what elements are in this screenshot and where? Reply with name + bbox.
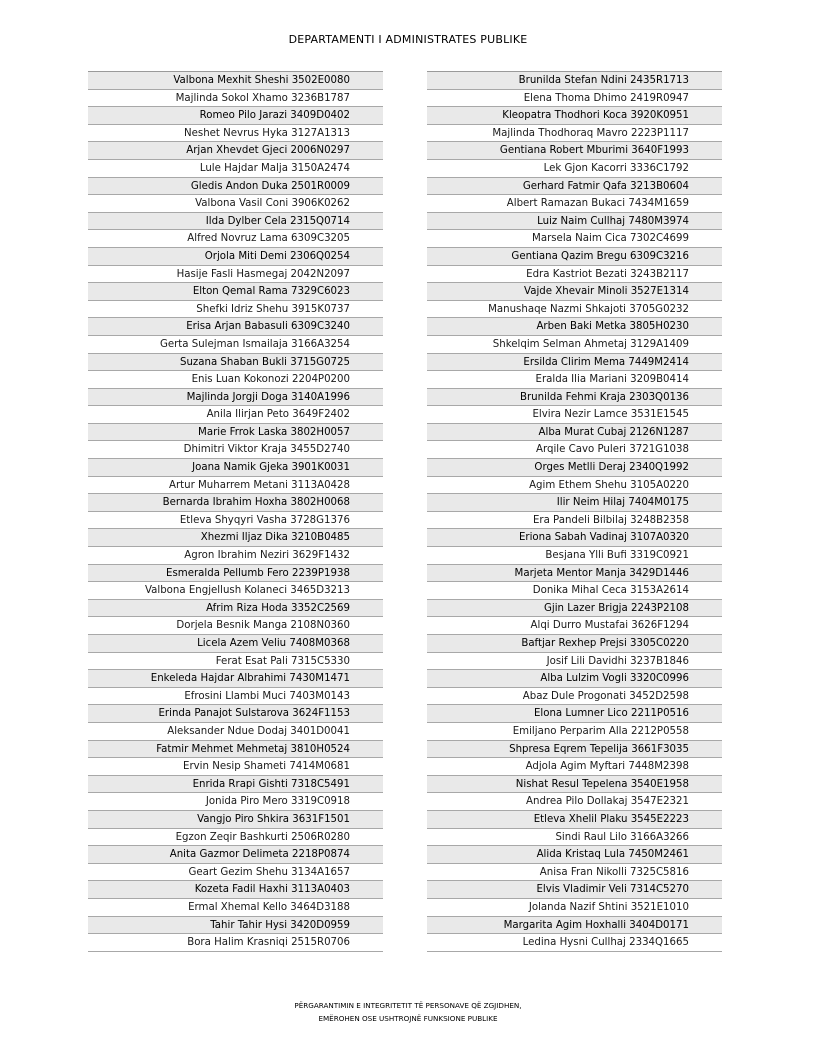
list-item: Alba Lulzim Vogli 3320C0996 <box>427 670 722 688</box>
list-item: Neshet Nevrus Hyka 3127A1313 <box>88 125 383 143</box>
list-item: Alqi Durro Mustafai 3626F1294 <box>427 617 722 635</box>
list-item: Elena Thoma Dhimo 2419R0947 <box>427 90 722 108</box>
list-item: Manushaqe Nazmi Shkajoti 3705G0232 <box>427 301 722 319</box>
list-item: Enkeleda Hajdar Albrahimi 7430M1471 <box>88 670 383 688</box>
list-item: Elona Lumner Lico 2211P0516 <box>427 705 722 723</box>
list-item: Gjin Lazer Brigja 2243P2108 <box>427 600 722 618</box>
list-item: Dhimitri Viktor Kraja 3455D2740 <box>88 441 383 459</box>
list-item: Gentiana Robert Mburimi 3640F1993 <box>427 142 722 160</box>
list-item: Dorjela Besnik Manga 2108N0360 <box>88 617 383 635</box>
list-item: Marjeta Mentor Manja 3429D1446 <box>427 565 722 583</box>
list-item: Andrea Pilo Dollakaj 3547E2321 <box>427 793 722 811</box>
list-item: Majlinda Sokol Xhamo 3236B1787 <box>88 90 383 108</box>
list-item: Agron Ibrahim Neziri 3629F1432 <box>88 547 383 565</box>
list-item: Josif Lili Davidhi 3237B1846 <box>427 653 722 671</box>
list-item: Bernarda Ibrahim Hoxha 3802H0068 <box>88 494 383 512</box>
list-item: Sindi Raul Lilo 3166A3266 <box>427 829 722 847</box>
list-item: Gerta Sulejman Ismailaja 3166A3254 <box>88 336 383 354</box>
list-item: Edra Kastriot Bezati 3243B2117 <box>427 266 722 284</box>
list-item: Albert Ramazan Bukaci 7434M1659 <box>427 195 722 213</box>
list-item: Donika Mihal Ceca 3153A2614 <box>427 582 722 600</box>
list-item: Tahir Tahir Hysi 3420D0959 <box>88 917 383 935</box>
list-item: Anila Ilirjan Peto 3649F2402 <box>88 406 383 424</box>
list-item: Ilda Dylber Cela 2315Q0714 <box>88 213 383 231</box>
list-item: Aleksander Ndue Dodaj 3401D0041 <box>88 723 383 741</box>
list-item: Etleva Shyqyri Vasha 3728G1376 <box>88 512 383 530</box>
list-item: Baftjar Rexhep Prejsi 3305C0220 <box>427 635 722 653</box>
list-item: Shpresa Eqrem Tepelija 3661F3035 <box>427 741 722 759</box>
list-item: Majlinda Thodhoraq Mavro 2223P1117 <box>427 125 722 143</box>
list-item: Alba Murat Cubaj 2126N1287 <box>427 424 722 442</box>
list-item: Gerhard Fatmir Qafa 3213B0604 <box>427 178 722 196</box>
list-item: Jonida Piro Mero 3319C0918 <box>88 793 383 811</box>
list-item: Brunilda Fehmi Kraja 2303Q0136 <box>427 389 722 407</box>
list-item: Valbona Mexhit Sheshi 3502E0080 <box>88 72 383 90</box>
list-item: Arqile Cavo Puleri 3721G1038 <box>427 441 722 459</box>
footer-line-2: EMËROHEN OSE USHTROJNË FUNKSIONE PUBLIKE <box>318 1014 498 1023</box>
list-item: Bora Halim Krasniqi 2515R0706 <box>88 934 383 952</box>
list-item: Luiz Naim Cullhaj 7480M3974 <box>427 213 722 231</box>
list-item: Ilir Neim Hilaj 7404M0175 <box>427 494 722 512</box>
list-item: Alida Kristaq Lula 7450M2461 <box>427 846 722 864</box>
list-item: Gentiana Qazim Bregu 6309C3216 <box>427 248 722 266</box>
list-item: Ervin Nesip Shameti 7414M0681 <box>88 758 383 776</box>
list-item: Era Pandeli Bilbilaj 3248B2358 <box>427 512 722 530</box>
list-item: Valbona Vasil Coni 3906K0262 <box>88 195 383 213</box>
list-item: Erisa Arjan Babasuli 6309C3240 <box>88 318 383 336</box>
list-item: Erinda Panajot Sulstarova 3624F1153 <box>88 705 383 723</box>
list-item: Geart Gezim Shehu 3134A1657 <box>88 864 383 882</box>
list-item: Marsela Naim Cica 7302C4699 <box>427 230 722 248</box>
list-item: Artur Muharrem Metani 3113A0428 <box>88 477 383 495</box>
list-item: Elton Qemal Rama 7329C6023 <box>88 283 383 301</box>
list-item: Eriona Sabah Vadinaj 3107A0320 <box>427 529 722 547</box>
list-item: Marie Frrok Laska 3802H0057 <box>88 424 383 442</box>
list-item: Ersilda Clirim Mema 7449M2414 <box>427 354 722 372</box>
list-item: Nishat Resul Tepelena 3540E1958 <box>427 776 722 794</box>
list-item: Besjana Ylli Bufi 3319C0921 <box>427 547 722 565</box>
list-item: Gledis Andon Duka 2501R0009 <box>88 178 383 196</box>
list-item: Enrida Rrapi Gishti 7318C5491 <box>88 776 383 794</box>
list-item: Kozeta Fadil Haxhi 3113A0403 <box>88 881 383 899</box>
list-item: Emiljano Perparim Alla 2212P0558 <box>427 723 722 741</box>
list-item: Elvira Nezir Lamce 3531E1545 <box>427 406 722 424</box>
list-item: Eralda Ilia Mariani 3209B0414 <box>427 371 722 389</box>
list-item: Adjola Agim Myftari 7448M2398 <box>427 758 722 776</box>
list-item: Anisa Fran Nikolli 7325C5816 <box>427 864 722 882</box>
document-title: DEPARTAMENTI I ADMINISTRATES PUBLIKE <box>288 33 528 46</box>
list-item: Ferat Esat Pali 7315C5330 <box>88 653 383 671</box>
right-name-list <box>427 71 722 952</box>
list-item: Elvis Vladimir Veli 7314C5270 <box>427 881 722 899</box>
list-item: Licela Azem Veliu 7408M0368 <box>88 635 383 653</box>
list-item: Jolanda Nazif Shtini 3521E1010 <box>427 899 722 917</box>
list-item: Egzon Zeqir Bashkurti 2506R0280 <box>88 829 383 847</box>
list-item: Etleva Xhelil Plaku 3545E2223 <box>427 811 722 829</box>
list-item: Vajde Xhevair Minoli 3527E1314 <box>427 283 722 301</box>
list-item: Arben Baki Metka 3805H0230 <box>427 318 722 336</box>
list-item: Kleopatra Thodhori Koca 3920K0951 <box>427 107 722 125</box>
list-item: Alfred Novruz Lama 6309C3205 <box>88 230 383 248</box>
footer <box>0 999 816 1025</box>
list-item: Ermal Xhemal Kello 3464D3188 <box>88 899 383 917</box>
list-item: Arjan Xhevdet Gjeci 2006N0297 <box>88 142 383 160</box>
list-item: Margarita Agim Hoxhalli 3404D0171 <box>427 917 722 935</box>
list-item: Abaz Dule Progonati 3452D2598 <box>427 688 722 706</box>
list-item: Orges Metlli Deraj 2340Q1992 <box>427 459 722 477</box>
list-item: Ledina Hysni Cullhaj 2334Q1665 <box>427 934 722 952</box>
list-item: Joana Namik Gjeka 3901K0031 <box>88 459 383 477</box>
list-item: Vangjo Piro Shkira 3631F1501 <box>88 811 383 829</box>
list-item: Xhezmi Iljaz Dika 3210B0485 <box>88 529 383 547</box>
list-item: Hasije Fasli Hasmegaj 2042N2097 <box>88 266 383 284</box>
list-item: Suzana Shaban Bukli 3715G0725 <box>88 354 383 372</box>
list-item: Orjola Miti Demi 2306Q0254 <box>88 248 383 266</box>
list-item: Majlinda Jorgji Doga 3140A1996 <box>88 389 383 407</box>
list-item: Valbona Engjellush Kolaneci 3465D3213 <box>88 582 383 600</box>
left-name-list <box>88 71 383 952</box>
list-item: Lule Hajdar Malja 3150A2474 <box>88 160 383 178</box>
list-item: Esmeralda Pellumb Fero 2239P1938 <box>88 565 383 583</box>
list-item: Lek Gjon Kacorri 3336C1792 <box>427 160 722 178</box>
list-item: Brunilda Stefan Ndini 2435R1713 <box>427 72 722 90</box>
list-item: Enis Luan Kokonozi 2204P0200 <box>88 371 383 389</box>
list-item: Romeo Pilo Jarazi 3409D0402 <box>88 107 383 125</box>
list-item: Anita Gazmor Delimeta 2218P0874 <box>88 846 383 864</box>
list-item: Shkelqim Selman Ahmetaj 3129A1409 <box>427 336 722 354</box>
list-item: Fatmir Mehmet Mehmetaj 3810H0524 <box>88 741 383 759</box>
list-item: Agim Ethem Shehu 3105A0220 <box>427 477 722 495</box>
list-item: Afrim Riza Hoda 3352C2569 <box>88 600 383 618</box>
list-item: Shefki Idriz Shehu 3915K0737 <box>88 301 383 319</box>
list-item: Efrosini Llambi Muci 7403M0143 <box>88 688 383 706</box>
footer-line-1: PËRGARANTIMIN E INTEGRITETIT TË PERSONAVE QË ZGJIDHEN, <box>294 1001 522 1010</box>
